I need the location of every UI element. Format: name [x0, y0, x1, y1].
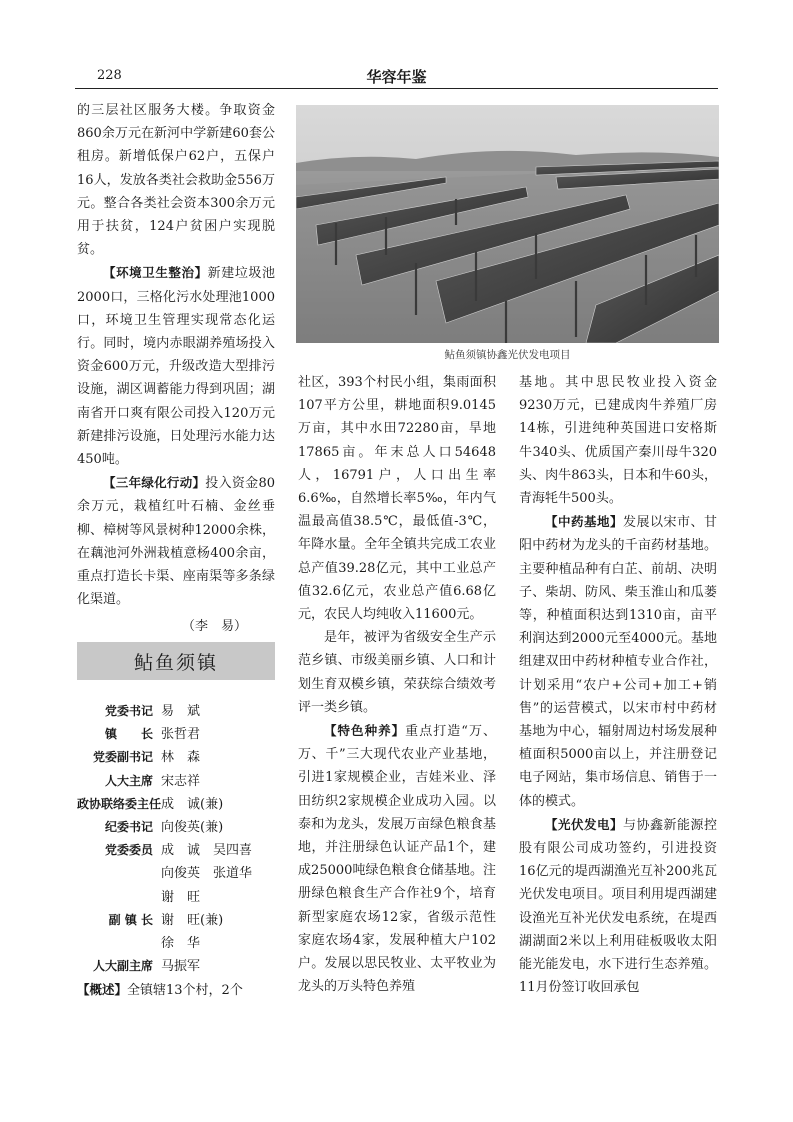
paragraph: 是年，被评为省级安全生产示范乡镇、市级美丽乡镇、人口和计划生育双模乡镇，荣获综合绩效考评一类乡镇。 — [298, 630, 496, 715]
leader-row — [77, 839, 275, 862]
paragraph-text: 与协鑫新能源控股有限公司成功签约，引进投资16亿元的堤西湖渔光互补200兆瓦光伏发电项目。项目利用堤西湖建设渔光互补光伏发电系统，在堤西湖湖面2米以上利用硅板吸收太阳能光能发电，水下进行生态养殖。11月份签订收回承包 — [519, 817, 717, 996]
section-keyword: 【特色种养】 — [324, 723, 406, 739]
paragraph-text: 投入资金80余万元，栽植红叶石楠、金丝垂柳、樟树等风景树种12000余株，在藕池河外洲栽植意杨400余亩，重点打造长卡渠、座南渠等多条绿化渠道。 — [77, 476, 275, 608]
leader-row — [77, 700, 275, 723]
leader-role: 镇 长 — [104, 727, 153, 742]
leader-role: 副 镇 长 — [108, 912, 153, 927]
leader-name: 马振军 — [161, 959, 201, 975]
leader-name: 林 森 — [161, 750, 201, 766]
solar-farm-photo — [296, 105, 719, 343]
leader-name: 成 诚(兼) — [161, 796, 224, 812]
leader-row — [77, 770, 275, 793]
running-title: 华容年鉴 — [366, 68, 427, 86]
column-1 — [77, 99, 275, 639]
leader-row — [77, 793, 275, 816]
solar-panel-illustration — [296, 105, 719, 343]
paragraph — [519, 510, 717, 813]
paragraph — [77, 471, 275, 611]
leader-name: 徐 华 — [161, 936, 201, 952]
paragraph: 的三层社区服务大楼。争取资金860余万元在新河中学新建60套公租房。新增低保户62户，五保户16人，发放各类社会救助金556万元。整合各类社会资本300余万元用于扶贫，124户贫困户实现脱贫。 — [77, 103, 275, 258]
author-credit: （李 易） — [181, 619, 247, 635]
town-heading-box — [77, 642, 275, 680]
leader-row — [77, 932, 275, 955]
section-keyword: 【中药基地】 — [545, 514, 623, 530]
leader-name: 成 诚 吴四喜 — [161, 843, 253, 859]
paragraph — [298, 719, 496, 998]
leader-role: 党委副书记 — [92, 750, 153, 765]
leader-row — [77, 816, 275, 839]
paragraph-text: 重点打造“万、万、千”三大现代农业产业基地，引进1家规模企业，吉娃米业、泽田纺织2家规模企业成功入园。以泰和为龙头，发展万亩绿色粮食基地，并注册绿色认证产品1个，建成25000吨绿色粮食仓储基地。注册绿色粮食生产合作社9个，培育新型家庭农场12家，省级示范性家庭农场4家，发展种植大户102户。发展以思民牧业、太平牧业为龙头的万头特色养殖 — [298, 724, 496, 995]
leader-list — [77, 700, 275, 1003]
leader-row — [77, 746, 275, 769]
leader-name: 宋志祥 — [161, 773, 201, 789]
paragraph — [77, 261, 275, 471]
leader-role: 人大副主席 — [92, 959, 153, 974]
leader-role: 人大主席 — [104, 773, 153, 788]
leader-name: 谢 旺 — [161, 889, 201, 905]
overview-paragraph — [77, 978, 275, 1002]
leader-role: 纪委书记 — [104, 820, 153, 835]
town-heading: 鲇鱼须镇 — [133, 651, 218, 674]
paragraph — [519, 813, 717, 1000]
leader-row — [77, 955, 275, 978]
leader-role: 党委委员 — [104, 843, 153, 858]
leader-role: 党委书记 — [104, 704, 153, 718]
leader-name: 易 斌 — [161, 704, 201, 719]
section-keyword: 【概述】 — [77, 982, 128, 998]
page-number: 228 — [97, 68, 122, 83]
section-keyword: 【环境卫生整治】 — [103, 265, 208, 281]
photo-caption: 鲇鱼须镇协鑫光伏发电项目 — [444, 349, 571, 361]
paragraph-text: 新建垃圾池2000口，三格化污水处理池1000口，环境卫生管理实现常态化运行。同时，境内赤眼湖养殖场投入资金600万元，升级改造大型排污设施，湖区调蓄能力得到巩固；湖南省开口爽有限公司投入120万元新建排污设施，日处理污水能力达450吨。 — [77, 266, 275, 468]
paragraph: 基地。其中思民牧业投入资金9230万元，已建成肉牛养殖厂房14栋，引进纯种英国进口安格斯牛340头、优质国产秦川母牛320头、肉牛863头，日本和牛60头，青海牦牛500头。 — [519, 375, 717, 507]
leader-name: 谢 旺(兼) — [161, 912, 224, 928]
leader-row — [77, 886, 275, 909]
leader-name: 向俊英(兼) — [161, 820, 224, 836]
leader-row — [77, 909, 275, 932]
leader-name: 张哲君 — [161, 727, 201, 743]
leader-row — [77, 723, 275, 746]
section-keyword: 【三年绿化行动】 — [103, 475, 206, 491]
leader-row — [77, 862, 275, 885]
paragraph-text: 发展以宋市、甘阳中药材为龙头的千亩药材基地。主要种植品种有白芷、前胡、决明子、柴胡、防风、柴玉淮山和瓜蒌等，种植面积达到1310亩，亩平利润达到2000元至4000元。基地组建双田中药材种植专业合作社，计划采用“农户+公司+加工+销售”的运营模式，以宋市村中药材基地为中心，辐射周边村场发展种植面积5000亩以上，并注册登记电子网站，集市场信息、销售于一体的模式。 — [519, 515, 717, 809]
paragraph: 社区，393个村民小组，集雨面积107平方公里，耕地面积9.0145万亩，其中水田72280亩，旱地17865亩。年末总人口54648人，16791户，人口出生率6.6‰，自然增长率5‰，年内气温最高值38.5℃，最低值-3℃，年降水量。全年全镇共完成工农业总产值39.28亿元，其中工业总产值32.6亿元，农业总产值6.68亿元，农民人均纯收入11600元。 — [298, 375, 496, 623]
column-2 — [298, 371, 496, 998]
leader-role: 政协联络委主任 — [77, 796, 162, 811]
leader-name: 向俊英 张道华 — [161, 866, 253, 882]
section-keyword: 【光伏发电】 — [545, 816, 623, 832]
column-3 — [519, 371, 717, 999]
paragraph-text: 全镇辖13个村，2个 — [127, 983, 243, 999]
running-header — [75, 64, 718, 89]
